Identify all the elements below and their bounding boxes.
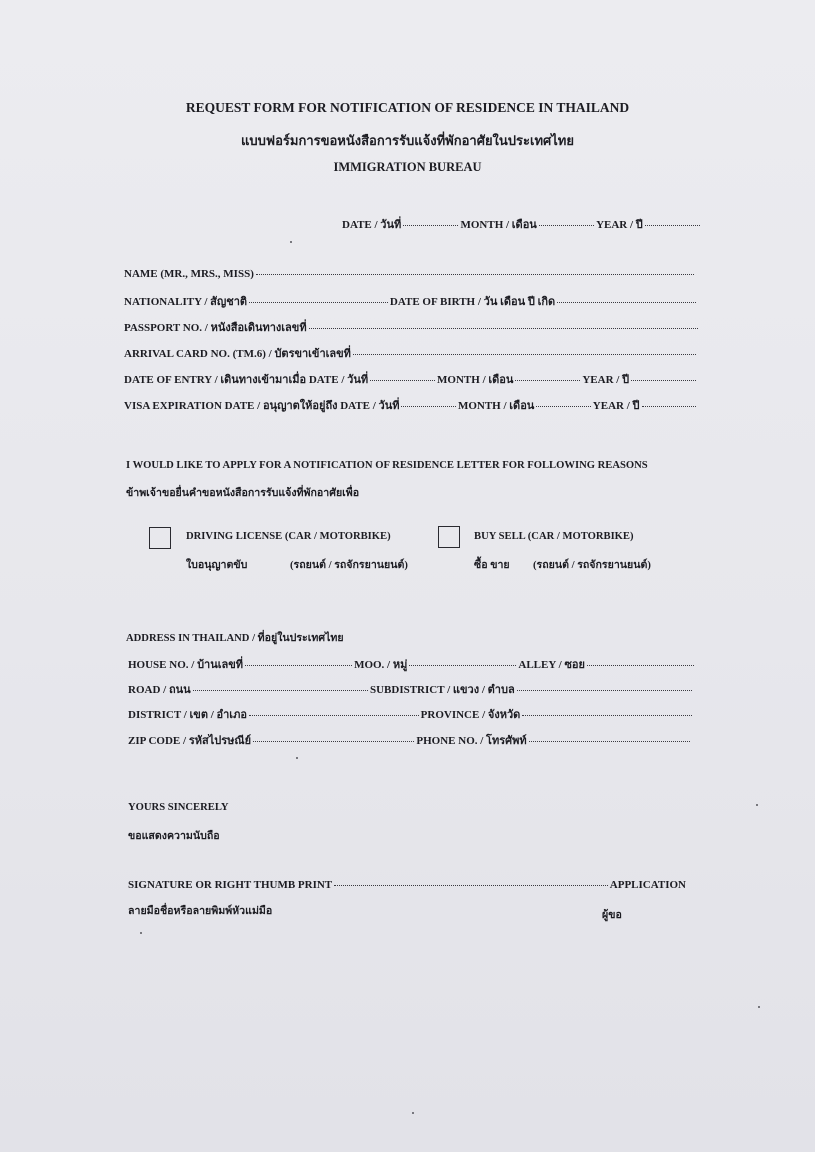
- entry-year-label: YEAR / ปี: [582, 374, 630, 386]
- date-field[interactable]: [403, 225, 458, 226]
- dob-field[interactable]: [557, 302, 696, 303]
- form-title-en: REQUEST FORM FOR NOTIFICATION OF RESIDENCE IN THAILAND: [185, 100, 630, 115]
- signature-label-th: ลายมือชื่อหรือลายพิมพ์หัวแม่มือ: [128, 906, 273, 917]
- option-buy-sell-th-a: ซื้อ ขาย: [474, 560, 510, 571]
- application-label: APPLICATION: [609, 879, 686, 891]
- subdistrict-label: SUBDISTRICT / แขวง / ตำบล: [369, 684, 515, 696]
- month-label: MONTH / เดือน: [460, 219, 537, 231]
- nationality-label: NATIONALITY / สัญชาติ: [124, 296, 248, 308]
- subdistrict-field[interactable]: [517, 690, 692, 691]
- visa-year-field[interactable]: [642, 406, 696, 407]
- dob-label: DATE OF BIRTH / วัน เดือน ปี เกิด: [389, 296, 556, 308]
- applicant-label-th: ผู้ขอ: [602, 910, 622, 921]
- moo-field[interactable]: [409, 665, 516, 666]
- zip-row: [128, 731, 692, 749]
- road-field[interactable]: [193, 690, 368, 691]
- visa-expiration-row: [124, 396, 698, 414]
- house-label: HOUSE NO. / บ้านเลขที่: [128, 659, 244, 671]
- year-field[interactable]: [645, 225, 700, 226]
- nationality-row: [124, 292, 698, 310]
- date-label: DATE / วันที่: [342, 219, 402, 231]
- entry-month-label: MONTH / เดือน: [437, 374, 514, 386]
- alley-field[interactable]: [587, 665, 694, 666]
- option-driving-license-th-a: ใบอนุญาตขับ: [186, 560, 248, 571]
- zip-label: ZIP CODE / รหัสไปรษณีย์: [128, 735, 252, 747]
- option-driving-license-en: DRIVING LICENSE (CAR / MOTORBIKE): [186, 531, 391, 542]
- entry-date-row: [124, 370, 698, 388]
- passport-field[interactable]: [309, 328, 698, 329]
- province-label: PROVINCE / จังหวัด: [420, 709, 521, 721]
- name-row: [124, 268, 696, 280]
- address-heading: ADDRESS IN THAILAND / ที่อยู่ในประเทศไทย: [126, 633, 344, 644]
- road-row: [128, 680, 694, 698]
- paper-speck: [290, 241, 292, 243]
- year-label: YEAR / ปี: [596, 219, 643, 231]
- visa-year-label: YEAR / ปี: [592, 400, 640, 412]
- road-label: ROAD / ถนน: [128, 684, 191, 696]
- passport-row: [124, 318, 700, 336]
- entry-date-field[interactable]: [370, 380, 435, 381]
- buy-sell-checkbox[interactable]: [438, 526, 460, 548]
- reasons-intro-th: ข้าพเจ้าขอยื่นคำขอหนังสือการรับแจ้งที่พักอาศัยเพื่อ: [126, 488, 360, 499]
- reasons-intro-en: I WOULD LIKE TO APPLY FOR A NOTIFICATION OF RESIDENCE LETTER FOR FOLLOWING REASONS: [126, 460, 648, 471]
- alley-label: ALLEY / ซอย: [518, 659, 585, 671]
- entry-month-field[interactable]: [515, 380, 580, 381]
- entry-year-field[interactable]: [631, 380, 696, 381]
- name-field[interactable]: [256, 274, 694, 275]
- name-label: NAME (MR., MRS., MISS): [124, 268, 254, 280]
- arrival-card-field[interactable]: [353, 354, 696, 355]
- yours-sincerely-th: ขอแสดงความนับถือ: [128, 831, 220, 842]
- district-field[interactable]: [249, 715, 419, 716]
- visa-month-field[interactable]: [536, 406, 590, 407]
- paper-speck: [756, 804, 758, 806]
- house-row: [128, 655, 696, 673]
- agency-name: IMMIGRATION BUREAU: [333, 160, 482, 174]
- arrival-card-row: [124, 344, 698, 362]
- option-buy-sell-en: BUY SELL (CAR / MOTORBIKE): [474, 531, 634, 542]
- arrival-card-label: ARRIVAL CARD NO. (TM.6) / บัตรขาเข้าเลขที่: [124, 348, 351, 360]
- visa-exp-label: VISA EXPIRATION DATE / อนุญาตให้อยู่ถึง DATE / วันที่: [124, 400, 400, 412]
- signature-row: [128, 879, 686, 891]
- passport-label: PASSPORT NO. / หนังสือเดินทางเลขที่: [124, 322, 307, 334]
- signature-label: SIGNATURE OR RIGHT THUMB PRINT: [128, 879, 333, 891]
- option-buy-sell-th-b: (รถยนต์ / รถจักรยานยนต์): [533, 560, 651, 571]
- paper-speck: [296, 757, 298, 759]
- phone-field[interactable]: [529, 741, 690, 742]
- zip-field[interactable]: [253, 741, 414, 742]
- moo-label: MOO. / หมู่: [354, 659, 408, 671]
- driving-license-checkbox[interactable]: [149, 527, 171, 549]
- signature-field[interactable]: [334, 885, 608, 886]
- house-field[interactable]: [245, 665, 352, 666]
- visa-month-label: MONTH / เดือน: [457, 400, 535, 412]
- district-row: [128, 705, 694, 723]
- yours-sincerely-en: YOURS SINCERELY: [128, 802, 229, 813]
- form-title-th: แบบฟอร์มการขอหนังสือการรับแจ้งที่พักอาศัยในประเทศไทย: [241, 133, 574, 148]
- date-line: [342, 215, 702, 233]
- nationality-field[interactable]: [249, 302, 388, 303]
- entry-date-label: DATE OF ENTRY / เดินทางเข้ามาเมื่อ DATE / วันที่: [124, 374, 369, 386]
- district-label: DISTRICT / เขต / อำเภอ: [128, 709, 247, 721]
- paper-speck: [412, 1112, 414, 1114]
- paper-speck: [140, 932, 142, 934]
- option-driving-license-th-b: (รถยนต์ / รถจักรยานยนต์): [290, 560, 408, 571]
- province-field[interactable]: [522, 715, 692, 716]
- paper-speck: [758, 1006, 760, 1008]
- month-field[interactable]: [539, 225, 594, 226]
- phone-label: PHONE NO. / โทรศัพท์: [416, 735, 527, 747]
- visa-exp-date-field[interactable]: [401, 406, 455, 407]
